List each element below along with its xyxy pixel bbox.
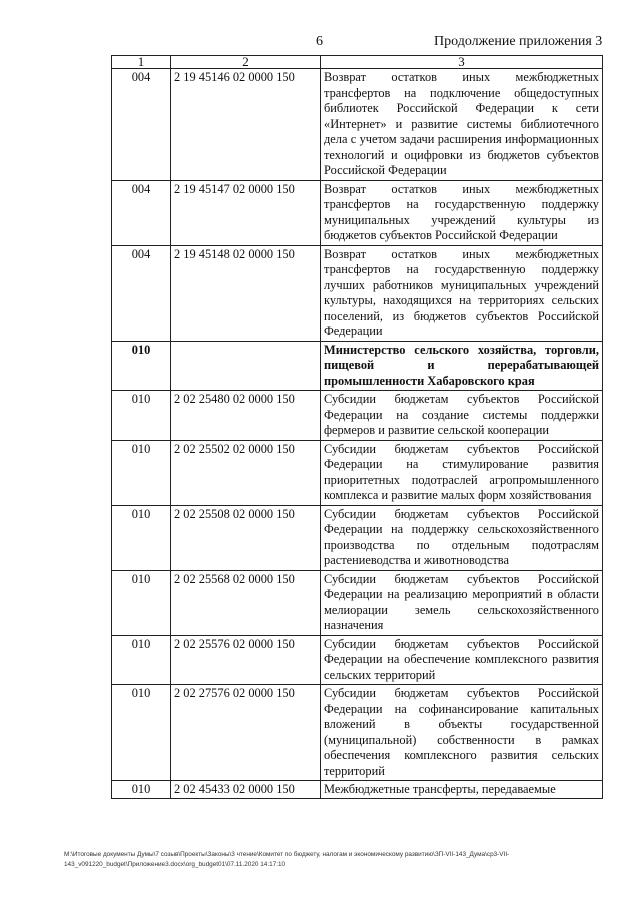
revenue-description: Субсидии бюджетам субъектов Российской Федерации на софинансирование капитальных вложений в объекты государственной (муниципальной) собственности в рамках обеспечения комплексного развития сельских территорий bbox=[321, 685, 603, 781]
revenue-code: 2 02 45433 02 0000 150 bbox=[171, 781, 321, 799]
administrator-code: 010 bbox=[112, 505, 171, 570]
table-row bbox=[112, 570, 603, 635]
administrator-code: 010 bbox=[112, 440, 171, 505]
table-row bbox=[112, 685, 603, 781]
table-row bbox=[112, 440, 603, 505]
administrator-code: 004 bbox=[112, 69, 171, 181]
ministry-heading-row bbox=[112, 341, 603, 391]
column-header-1: 1 bbox=[112, 56, 171, 69]
ministry-name: Министерство сельского хозяйства, торговли, пищевой и перерабатывающей промышленности Хабаровского края bbox=[321, 341, 603, 391]
column-number-row bbox=[112, 56, 603, 69]
column-header-3: 3 bbox=[321, 56, 603, 69]
table-row bbox=[112, 505, 603, 570]
revenue-description: Возврат остатков иных межбюджетных трансфертов на подключение общедоступных библиотек Российской Федерации к сети «Интернет» и развитие системы библиотечного дела с учетом задачи расширения информационных технологий и оцифровки из бюджетов субъектов Российской Федерации bbox=[321, 69, 603, 181]
revenue-code: 2 02 25508 02 0000 150 bbox=[171, 505, 321, 570]
administrator-code: 010 bbox=[112, 391, 171, 441]
table-row bbox=[112, 781, 603, 799]
document-path-footer bbox=[64, 850, 600, 870]
revenue-description: Возврат остатков иных межбюджетных трансфертов на государственную поддержку муниципальных учреждений культуры из бюджетов субъектов Российской Федерации bbox=[321, 180, 603, 245]
footer-path-line-1: M:\Итоговые документы Думы\7 созыв\Проекты\Законы\3 чтение\Комитет по бюджету, налогам и экономическому развитию\ЗП-VII-143_Дума\ср3-VII- bbox=[64, 851, 510, 858]
administrator-code: 010 bbox=[112, 341, 171, 391]
budget-classification-table bbox=[111, 55, 603, 799]
revenue-description: Возврат остатков иных межбюджетных трансфертов на государственную поддержку лучших работников муниципальных учреждений культуры, находящихся на территориях сельских поселений, из бюджетов субъектов Российской Федерации bbox=[321, 245, 603, 341]
administrator-code: 010 bbox=[112, 781, 171, 799]
revenue-description: Субсидии бюджетам субъектов Российской Федерации на поддержку сельскохозяйственного производства по отдельным подотраслям растениеводства и животноводства bbox=[321, 505, 603, 570]
revenue-code: 2 02 27576 02 0000 150 bbox=[171, 685, 321, 781]
revenue-code: 2 02 25576 02 0000 150 bbox=[171, 635, 321, 685]
administrator-code: 010 bbox=[112, 635, 171, 685]
table-row bbox=[112, 245, 603, 341]
revenue-description: Субсидии бюджетам субъектов Российской Федерации на реализацию мероприятий в области мелиорации земель сельскохозяйственного назначения bbox=[321, 570, 603, 635]
revenue-code: 2 19 45147 02 0000 150 bbox=[171, 180, 321, 245]
table-row bbox=[112, 391, 603, 441]
column-header-2: 2 bbox=[171, 56, 321, 69]
revenue-code: 2 02 25480 02 0000 150 bbox=[171, 391, 321, 441]
revenue-description: Субсидии бюджетам субъектов Российской Федерации на стимулирование развития приоритетных подотраслей агропромышленного комплекса и развитие малых форм хозяйствования bbox=[321, 440, 603, 505]
revenue-description: Субсидии бюджетам субъектов Российской Федерации на создание системы поддержки фермеров и развитие сельской кооперации bbox=[321, 391, 603, 441]
revenue-code: 2 02 25502 02 0000 150 bbox=[171, 440, 321, 505]
administrator-code: 004 bbox=[112, 245, 171, 341]
administrator-code: 004 bbox=[112, 180, 171, 245]
administrator-code: 010 bbox=[112, 570, 171, 635]
table-row bbox=[112, 635, 603, 685]
footer-path-line-2: 143_v091220_budget\Приложение3.docx\org_budget01\07.11.2020 14:17:10 bbox=[64, 861, 286, 868]
revenue-code: 2 19 45148 02 0000 150 bbox=[171, 245, 321, 341]
revenue-description: Субсидии бюджетам субъектов Российской Федерации на обеспечение комплексного развития сельских территорий bbox=[321, 635, 603, 685]
revenue-code: 2 02 25568 02 0000 150 bbox=[171, 570, 321, 635]
table-row bbox=[112, 180, 603, 245]
revenue-code bbox=[171, 341, 321, 391]
revenue-description: Межбюджетные трансферты, передаваемые bbox=[321, 781, 603, 799]
page-number: 6 bbox=[316, 34, 323, 49]
revenue-code: 2 19 45146 02 0000 150 bbox=[171, 69, 321, 181]
administrator-code: 010 bbox=[112, 685, 171, 781]
appendix-continuation-note: Продолжение приложения 3 bbox=[434, 34, 603, 49]
table-row bbox=[112, 69, 603, 181]
